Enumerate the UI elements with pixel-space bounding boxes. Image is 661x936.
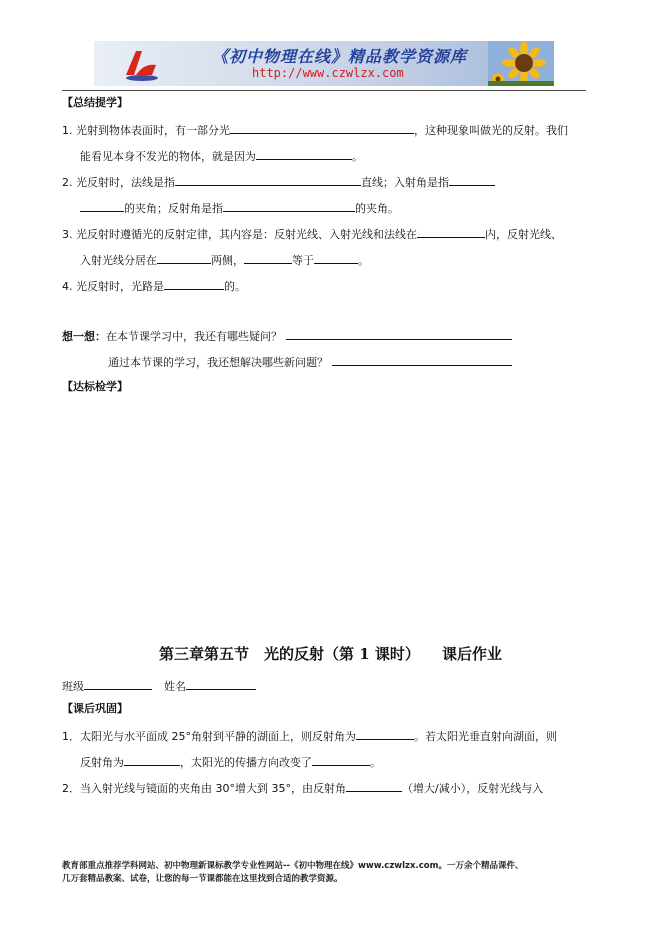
header-divider [62, 90, 586, 91]
summary-item-2: 2. 光反射时，法线是指 直线；入射角是指 [62, 174, 495, 190]
think-q1: 想一想：在本节课学习中，我还有哪些疑问？ [62, 328, 512, 344]
footer-line-1: 教育部重点推荐学科网站、初中物理新课标教学专业性网站--《初中物理在线》www.czwlzx.com。一万余个精品课件、 [62, 861, 524, 871]
summary-heading: 【总结提学】 [62, 96, 128, 109]
summary-item-3: 3. 光反射时遵循光的反射定律，其内容是：反射光线、入射光线和法线在 内，反射光线、 [62, 228, 562, 241]
footer-note [62, 860, 602, 886]
banner-title: 《初中物理在线》精品教学资源库 [212, 47, 468, 66]
homework-heading: 【课后巩固】 [62, 702, 128, 715]
homework-q2: 2．当入射光线与镜面的夹角由 30°增大到 35°，由反射角 （增大/减小），反射光线与入 [62, 782, 544, 795]
summary-item-4: 4. 光反射时，光路是 的。 [62, 280, 246, 293]
homework-q1: 1．太阳光与水平面成 25°角射到平静的湖面上，则反射角为 。若太阳光垂直射向湖面，则 [62, 730, 557, 743]
footer-line-2: 几万套精品教案、试卷，让您的每一节课都能在这里找到合适的教学资源。 [62, 874, 343, 884]
think-q2: 通过本节课的学习，我还想解决哪些新问题？ [108, 354, 512, 370]
header-banner [94, 41, 554, 86]
banner-url[interactable]: http://www.czwlzx.com [252, 66, 404, 80]
summary-item-1-cont: 能看见本身不发光的物体，就是因为 。 [80, 150, 363, 163]
homework-q1-cont: 反射角为 ，太阳光的传播方向改变了 。 [80, 756, 381, 769]
summary-item-1: 1. 光射到物体表面时，有一部分光 ，这种现象叫做光的反射。我们 [62, 124, 568, 137]
check-heading: 【达标检学】 [62, 380, 128, 393]
sunflower-icon [488, 41, 554, 86]
summary-item-2-cont: 的夹角；反射角是指 的夹角。 [80, 200, 399, 216]
logo-icon [122, 45, 162, 83]
summary-item-3-cont: 入射光线分居在 两侧， 等于 。 [80, 254, 369, 267]
homework-title: 第三章第五节 光的反射（第 1 课时） 课后作业 [159, 645, 502, 663]
class-name-row: 班级 姓名 [62, 678, 256, 694]
